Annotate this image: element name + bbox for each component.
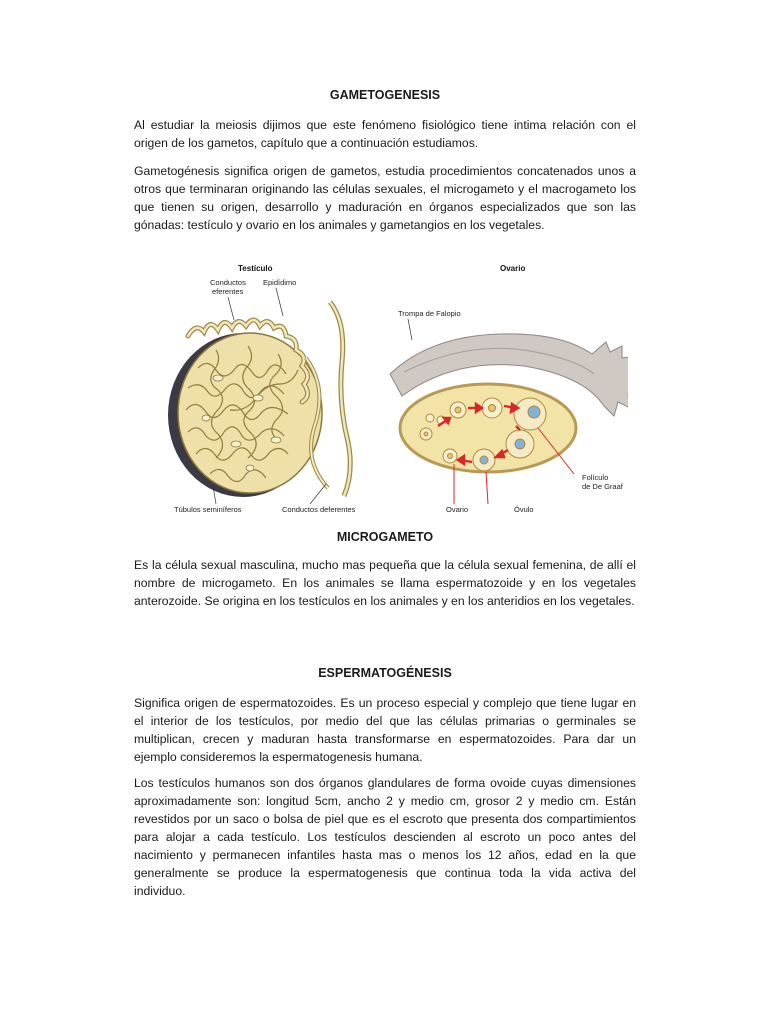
label-ovario: Ovario	[446, 505, 469, 514]
espermatogenesis-paragraph-2: Los testículos humanos son dos órganos glandulares de forma ovoide cuyas dimensiones aproximadamente son: longitud 5cm, ancho 2 y medio cm, grosor 2 y medio cm. Están revestidos por un saco o bolsa de piel que es el escroto que presenta dos compartimientos para alojar a cada testículo. Los testículos descienden al escroto un poco antes del nacimiento y permanecen infantiles hasta mas o menos los 12 años, edad en la que generalmente se produce la espermatogenesis que continua toda la vida activa del individuo.	[134, 776, 636, 898]
microgameto-paragraph: Es la célula sexual masculina, mucho mas pequeña que la célula sexual femenina, de allí el nombre de microgameto. En los animales se llama espermatozoide y en los vegetales anterozoide. Se origina en los testículos en los animales y en los anteridios en los vegetales.	[134, 558, 636, 608]
label-trompa-falopio: Trompa de Falopio	[398, 309, 461, 318]
label-conductos-eferentes-1: Conductos	[210, 278, 246, 287]
testis-title: Testículo	[238, 264, 273, 273]
espermatogenesis-heading: ESPERMATOGÉNESIS	[318, 666, 452, 680]
label-tubulos-seminiferos: Túbulos seminíferos	[174, 505, 242, 514]
intro-paragraph-2: Gametogénesis significa origen de gametos, estudia procedimientos concatenados unos a otros que terminaran originando las células sexuales, el microgameto y el macrogameto los que tienen su origen, desarrollo y maduración en órganos especializados que son las gónadas: testículo y ovario en los animales y gametangios en los vegetales.	[134, 164, 636, 232]
ovary-title: Ovario	[500, 264, 526, 273]
microgameto-heading: MICROGAMETO	[336, 530, 434, 544]
label-foliculo-1: Folículo	[582, 473, 609, 482]
ovary-drawing	[390, 334, 628, 472]
label-foliculo-2: de De Graaf	[582, 482, 623, 491]
label-ovulo: Óvulo	[514, 505, 534, 514]
label-conductos-eferentes-2: eferentes	[212, 287, 244, 296]
intro-paragraph-1: Al estudiar la meiosis dijimos que este fenómeno fisiológico tiene intima relación con el origen de los gametos, capítulo que a continuación estudiamos.	[134, 118, 636, 150]
testis-drawing	[168, 302, 350, 497]
label-epididimo: Epidídimo	[263, 278, 297, 287]
espermatogenesis-paragraph-1: Significa origen de espermatozoides. Es un proceso especial y complejo que tiene lugar en el interior de los testículos, por medio del que las células primarias o germinales se multiplican, crecen y maduran hasta transformarse en espermatozoides. Para dar un ejemplo consideremos la espermatogenesis humana.	[134, 696, 636, 764]
label-conductos-deferentes: Conductos deferentes	[282, 505, 356, 514]
gonads-figure	[158, 258, 628, 520]
page-title: GAMETOGENESIS	[329, 88, 441, 102]
